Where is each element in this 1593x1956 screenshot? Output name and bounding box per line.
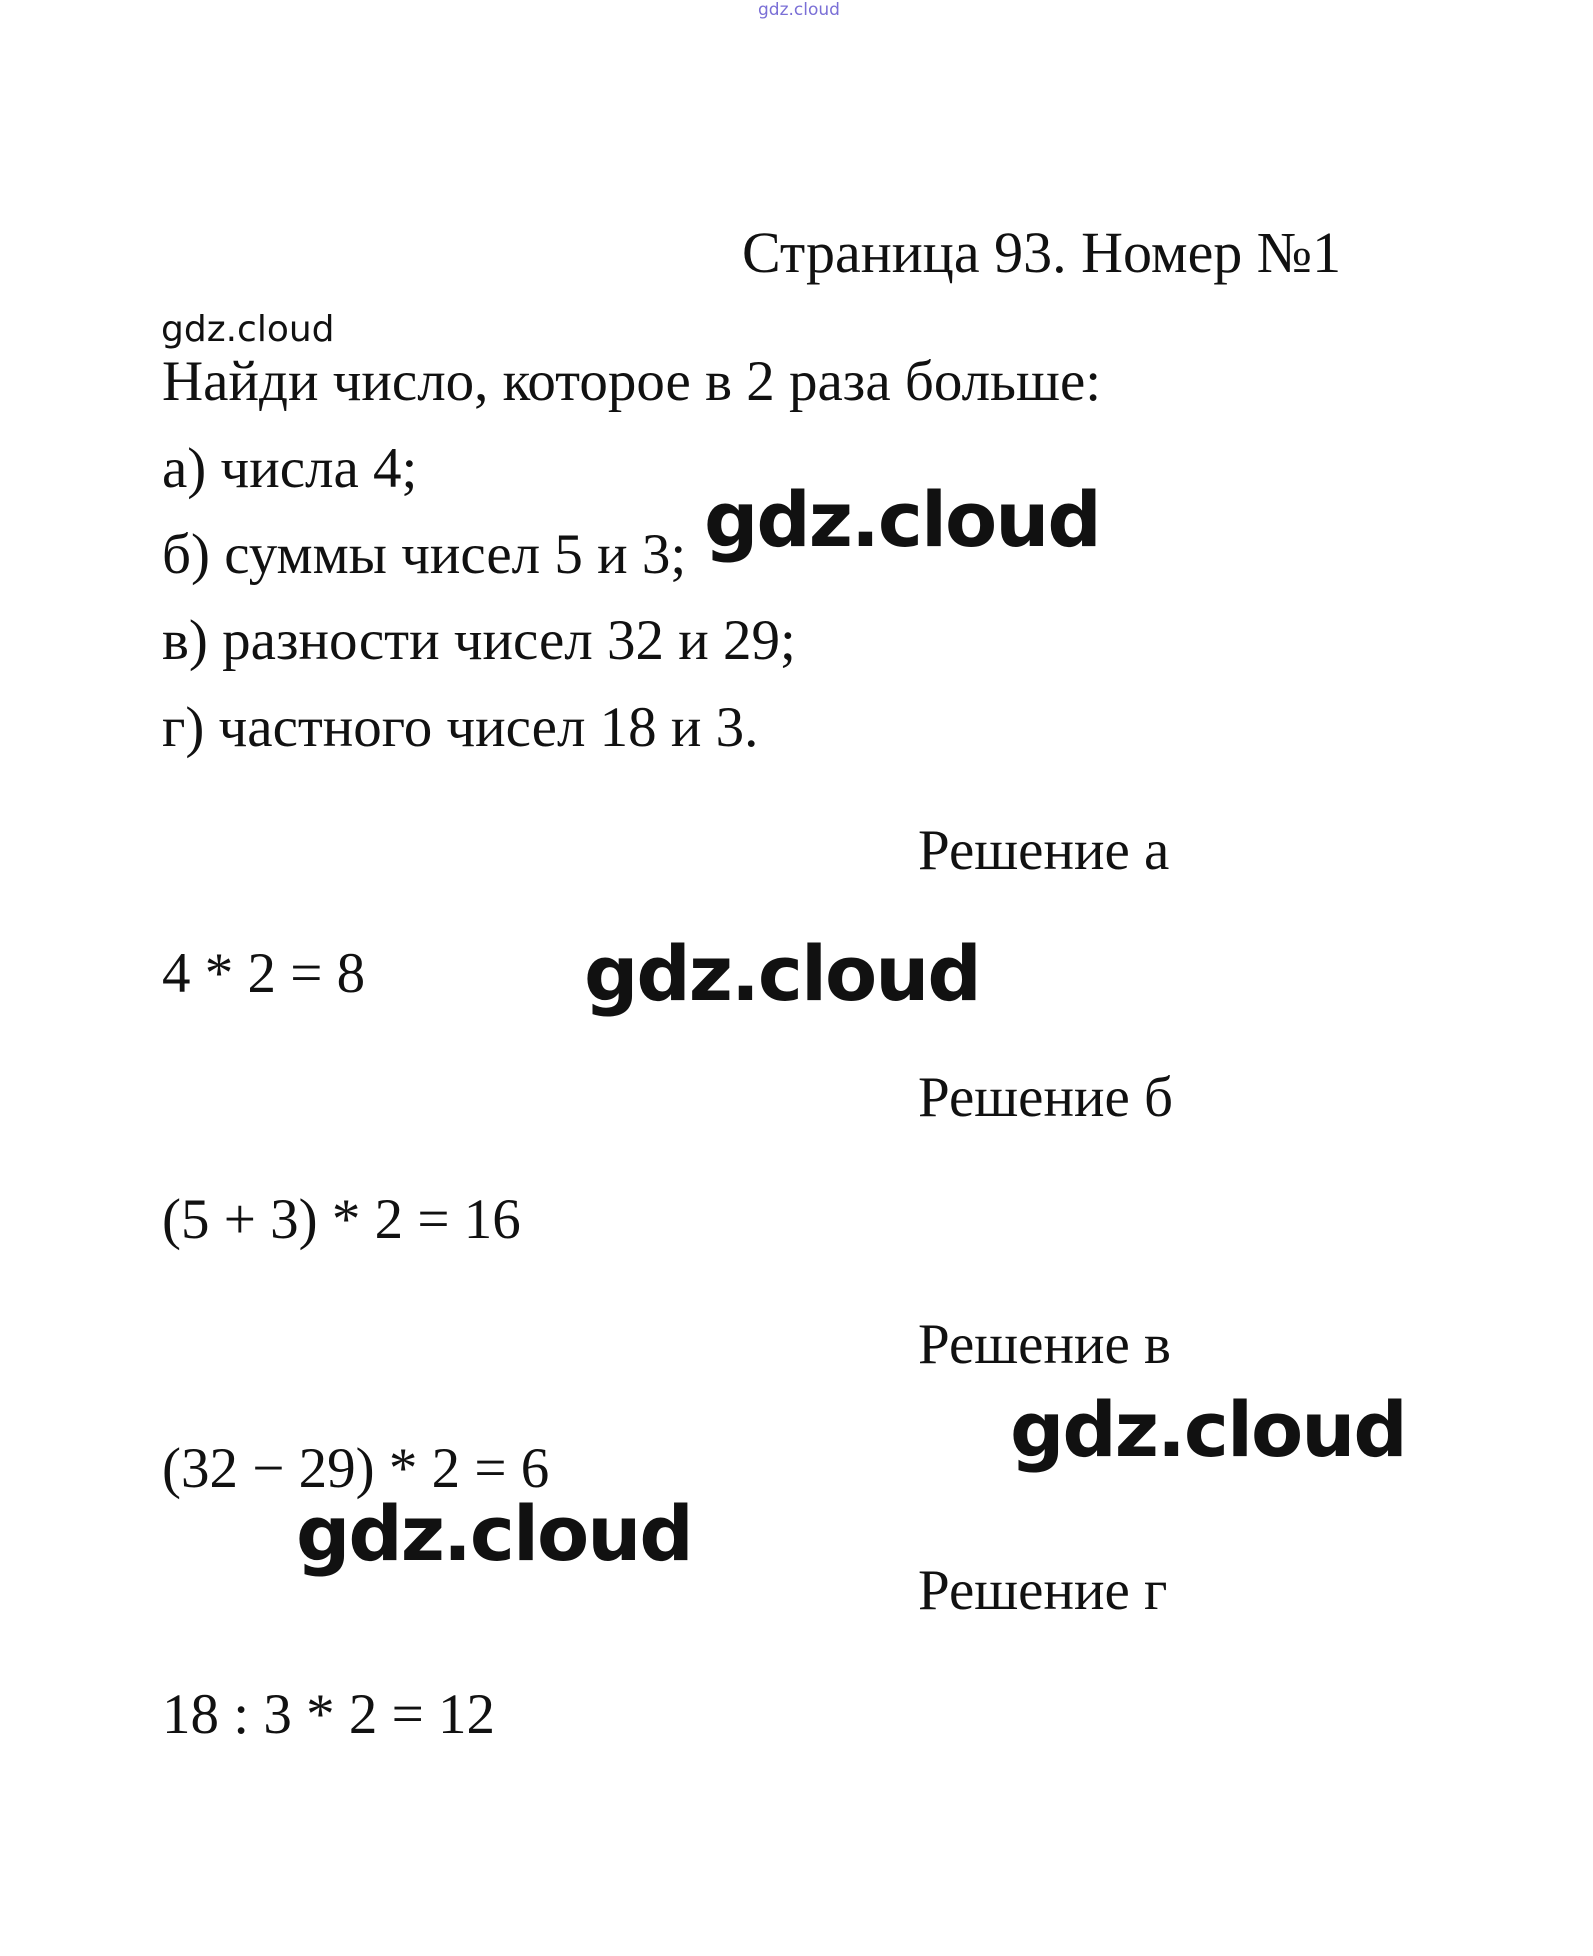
solution-expression-b: (5 + 3) * 2 = 16	[162, 1188, 521, 1251]
solution-heading-g: Решение г	[918, 1559, 1168, 1622]
task-item-b: б) суммы чисел 5 и 3;	[162, 523, 687, 586]
watermark-4: gdz.cloud	[296, 1489, 692, 1578]
watermark-3: gdz.cloud	[1010, 1385, 1406, 1474]
solution-expression-a: 4 * 2 = 8	[162, 942, 366, 1005]
watermark-1: gdz.cloud	[704, 475, 1100, 564]
solution-heading-a: Решение а	[918, 819, 1170, 882]
solution-expression-v: (32 − 29) * 2 = 6	[162, 1437, 550, 1500]
task-question: Найди число, которое в 2 раза больше:	[162, 350, 1102, 413]
solution-heading-v: Решение в	[918, 1313, 1171, 1376]
task-item-g: г) частного чисел 18 и 3.	[162, 696, 759, 759]
task-item-v: в) разности чисел 32 и 29;	[162, 609, 796, 672]
task-item-a: а) числа 4;	[162, 437, 418, 500]
watermark-small: gdz.cloud	[161, 309, 335, 350]
page-title: Страница 93. Номер №1	[742, 220, 1342, 285]
solution-expression-g: 18 : 3 * 2 = 12	[162, 1683, 495, 1746]
watermark-top: gdz.cloud	[758, 0, 840, 20]
solution-heading-b: Решение б	[918, 1066, 1173, 1129]
watermark-2: gdz.cloud	[584, 929, 980, 1018]
